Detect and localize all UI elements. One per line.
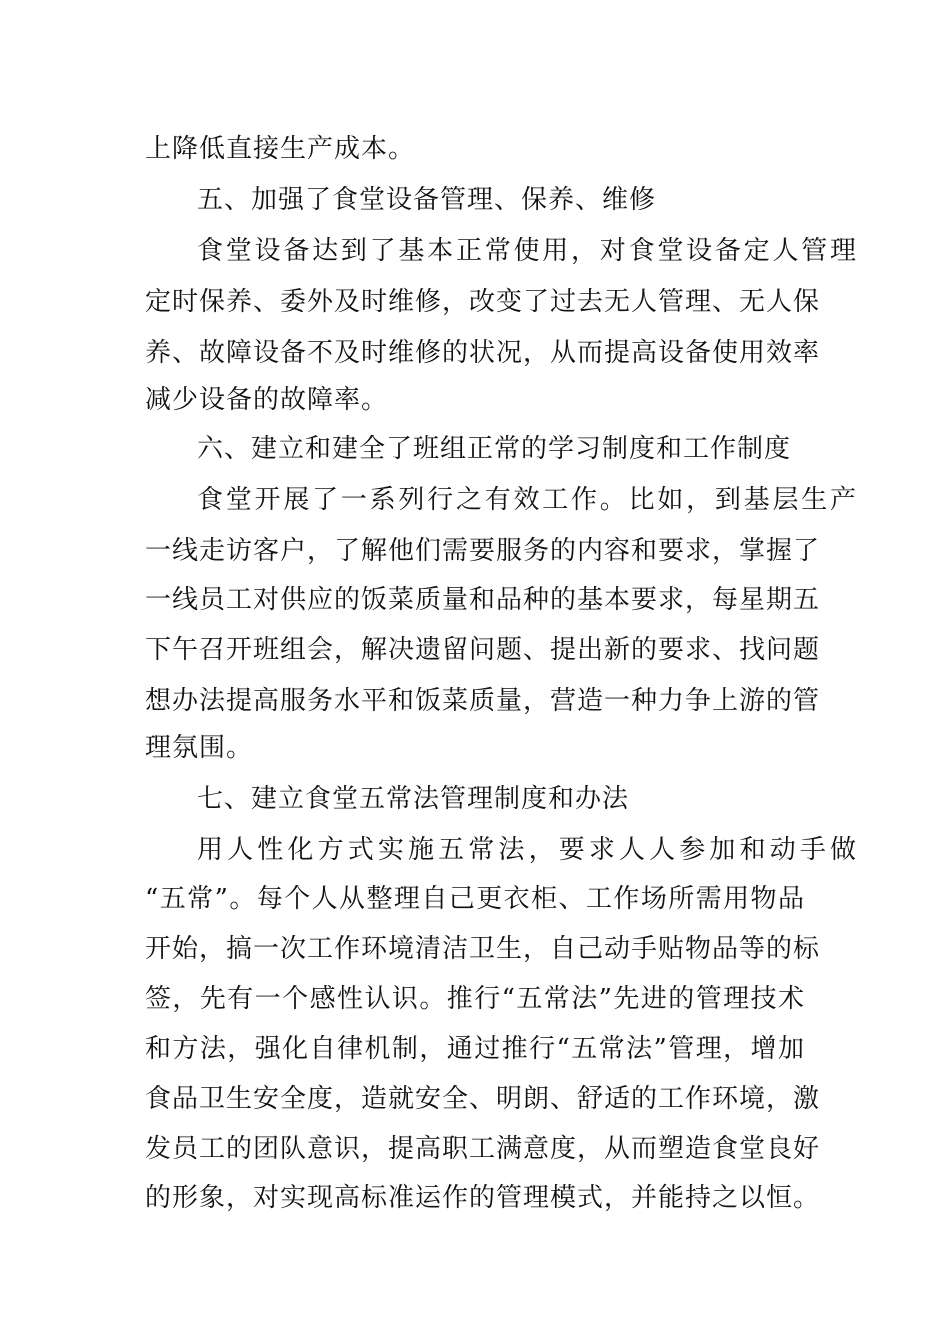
paragraph-line: 养、故障设备不及时维修的状况，从而提高设备使用效率 (145, 338, 821, 368)
paragraph-line: 签，先有一个感性认识。推行“五常法”先进的管理技术 (145, 984, 805, 1014)
paragraph-line: 食堂开展了一系列行之有效工作。比如，到基层生产 (197, 485, 857, 515)
paragraph-line: 下午召开班组会，解决遗留问题、提出新的要求、找问题 (145, 635, 821, 665)
paragraph-line: 的形象，对实现高标准运作的管理模式，并能持之以恒。 (145, 1183, 821, 1213)
paragraph-line: 一线走访客户，了解他们需要服务的内容和要求，掌握了 (145, 536, 821, 566)
paragraph-line: “五常”。每个人从整理自己更衣柜、工作场所需用物品 (145, 884, 805, 914)
paragraph-line: 一线员工对供应的饭菜质量和品种的基本要求，每星期五 (145, 585, 821, 615)
paragraph-line: 食堂设备达到了基本正常使用，对食堂设备定人管理 (197, 236, 857, 266)
paragraph-line: 发员工的团队意识，提高职工满意度，从而塑造食堂良好 (145, 1134, 821, 1164)
paragraph-line: 减少设备的故障率。 (145, 385, 389, 415)
paragraph-line: 定时保养、委外及时维修，改变了过去无人管理、无人保 (145, 287, 821, 317)
paragraph-line: 和方法，强化自律机制，通过推行“五常法”管理，增加 (145, 1034, 805, 1064)
section-heading: 七、建立食堂五常法管理制度和办法 (197, 784, 630, 814)
section-heading: 五、加强了食堂设备管理、保养、维修 (197, 185, 657, 215)
paragraph-line: 理氛围。 (145, 733, 254, 763)
paragraph-line: 用人性化方式实施五常法，要求人人参加和动手做 (197, 835, 857, 865)
paragraph-line: 想办法提高服务水平和饭菜质量，营造一种力争上游的管 (145, 686, 821, 716)
paragraph-line: 食品卫生安全度，造就安全、明朗、舒适的工作环境，激 (145, 1084, 821, 1114)
section-heading: 六、建立和建全了班组正常的学习制度和工作制度 (197, 434, 792, 464)
paragraph-line: 上降低直接生产成本。 (145, 134, 416, 164)
paragraph-line: 开始，搞一次工作环境清洁卫生，自己动手贴物品等的标 (145, 934, 821, 964)
